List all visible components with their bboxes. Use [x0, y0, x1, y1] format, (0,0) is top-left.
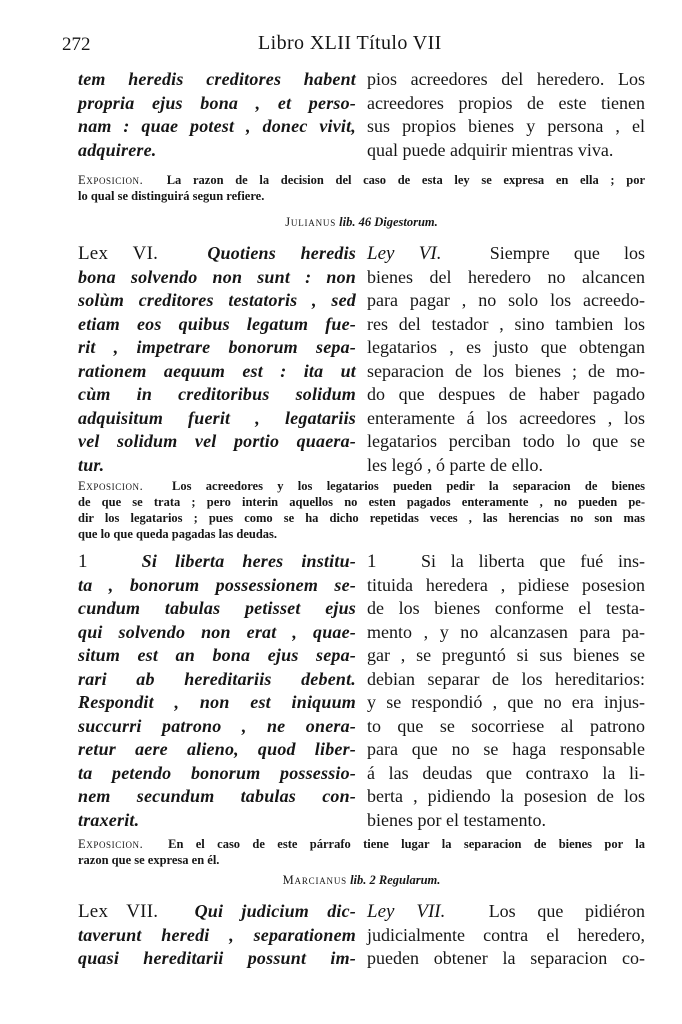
spanish-line: berta , pidiendo la posesion de los	[367, 786, 645, 806]
ley-heading: Ley VII.	[367, 901, 446, 922]
spanish-line: pueden obtener la separacion co-	[367, 948, 645, 968]
spanish-line: mento , y no alcanzasen para pa-	[367, 621, 645, 642]
spanish-line: acreedores propios de este tienen	[367, 92, 645, 113]
latin-column	[78, 68, 356, 162]
exposicion-label: Exposicion.	[78, 173, 144, 187]
spanish-line: para que no se haga responsable	[367, 739, 645, 759]
latin-line: situm est an bona ejus sepa-	[78, 645, 356, 665]
ley-heading: Ley VI.	[367, 243, 442, 264]
latin-line: rit , impetrare bonorum sepa-	[78, 337, 356, 357]
spanish-line: legatarios perciban todo lo que se	[367, 431, 645, 451]
paragraph-number: 1	[367, 551, 377, 572]
spanish-line: bienes por el testamento.	[367, 809, 546, 830]
source-author: Marcianus	[282, 873, 347, 887]
spanish-line: enteramente á los acreedores , los	[367, 407, 645, 428]
source-citation	[78, 873, 645, 888]
spanish-line: gar , se preguntó si sus bienes se	[367, 645, 645, 665]
latin-line: propria ejus bona , et perso-	[78, 92, 356, 113]
latin-line: ta petendo bonorum possessio-	[78, 762, 356, 783]
spanish-line: do que despues de haber pagado	[367, 384, 645, 404]
latin-line: tem heredis creditores habent	[78, 69, 356, 89]
spanish-line: debian separar de los hereditarios:	[367, 668, 645, 689]
spanish-line: bienes del heredero no alcancen	[367, 266, 645, 287]
latin-line: traxerit.	[78, 809, 140, 830]
spanish-line: pios acreedores del heredero. Los	[367, 69, 645, 89]
spanish-line: tituida heredera , pidiese posesion	[367, 574, 645, 595]
latin-line: adquisitum fuerit , legatariis	[78, 407, 356, 428]
paragraph-number: 1	[78, 551, 88, 572]
latin-line: vel solidum vel portio quaera-	[78, 431, 356, 451]
spanish-line: legatarios , es justo que obtengan	[367, 337, 645, 357]
spanish-line: sus propios bienes y persona , el	[367, 116, 645, 136]
spanish-line: y se respondió , que no era injus-	[367, 692, 645, 712]
continuation-block	[78, 68, 645, 162]
latin-line: rationem aequum est : ita ut	[78, 360, 356, 381]
spanish-line: judicialmente contra el heredero,	[367, 924, 645, 945]
source-author: Julianus	[285, 215, 336, 229]
spanish-column	[367, 242, 645, 477]
latin-line: succurri patrono , ne onera-	[78, 715, 356, 736]
paragraph-1-block	[78, 550, 645, 832]
lex-vii-block	[78, 900, 645, 971]
exposicion-label: Exposicion.	[78, 479, 144, 493]
running-title: Libro XLII Título VII	[258, 32, 442, 54]
exposicion-text: razon que se expresa en él.	[78, 853, 220, 867]
exposicion-text: lo qual se distinguirá segun refiere.	[78, 189, 265, 203]
spanish-line: qual puede adquirir mientras viva.	[367, 139, 614, 160]
spanish-line: de los bienes conforme el testa-	[367, 598, 645, 618]
spanish-column	[367, 550, 645, 832]
latin-line: retur aere alieno, quod liber-	[78, 739, 356, 759]
spanish-line: Siempre que los	[489, 243, 646, 263]
latin-line: tur.	[78, 454, 105, 475]
page-number: 272	[62, 34, 91, 55]
latin-line: rari ab hereditariis debent.	[78, 668, 356, 689]
running-header	[62, 34, 650, 62]
exposicion-text: que lo que queda pagadas las deudas.	[78, 527, 278, 541]
lex-vi-block	[78, 242, 645, 477]
exposicion-text: dir los legatarios ; pues como se ha dicho repetidas veces , las herencias no son mas	[78, 511, 645, 525]
lex-heading: Lex VII.	[78, 901, 159, 922]
spanish-line: á las deudas que contraxo la li-	[367, 762, 645, 783]
lex-heading: Lex VI.	[78, 243, 159, 264]
exposicion-label: Exposicion.	[78, 837, 144, 851]
spanish-column	[367, 900, 645, 971]
spanish-column	[367, 68, 645, 162]
source-work: lib. 2 Regularum.	[350, 873, 441, 887]
spanish-line: res del testador , sino tambien los	[367, 313, 645, 334]
spanish-line: to que se socorriese al patrono	[367, 715, 645, 736]
latin-line: adquirere.	[78, 139, 157, 160]
latin-line: nam : quae potest , donec vivit,	[78, 116, 356, 136]
latin-line: Quotiens heredis	[207, 243, 356, 263]
spanish-line: para pagar , no solo los acreedo-	[367, 290, 645, 310]
latin-line: ta , bonorum possessionem se-	[78, 574, 356, 595]
latin-line: qui solvendo non erat , quae-	[78, 621, 356, 642]
exposicion-text: de que se trata ; pero interin aquellos no esten pagados enteramente , no pueden pe-	[78, 495, 645, 509]
latin-column	[78, 242, 356, 477]
latin-column	[78, 900, 356, 971]
exposicion-text: En el caso de este párrafo tiene lugar la separacion de bienes por la	[168, 837, 646, 851]
exposicion-note	[78, 836, 645, 868]
source-citation	[78, 215, 645, 230]
latin-line: nem secundum tabulas con-	[78, 786, 356, 806]
spanish-line: les legó , ó parte de ello.	[367, 454, 543, 475]
exposicion-note	[78, 172, 645, 204]
latin-line: Respondit , non est iniquum	[78, 692, 356, 712]
latin-line: cundum tabulas petisset ejus	[78, 598, 356, 618]
latin-line: Si liberta heres institu-	[141, 551, 356, 571]
exposicion-note	[78, 478, 645, 542]
exposicion-text: La razon de la decision del caso de esta ley se expresa en ella ; por	[166, 173, 645, 187]
spanish-line: Los que pidiéron	[488, 901, 645, 921]
spanish-line: separacion de los bienes ; de mo-	[367, 360, 645, 381]
spanish-line: Si la liberta que fué ins-	[420, 551, 646, 571]
latin-line: cùm in creditoribus solidum	[78, 384, 356, 404]
source-work: lib. 46 Digestorum.	[339, 215, 438, 229]
exposicion-text: Los acreedores y los legatarios pueden pedir la separacion de bienes	[172, 479, 646, 493]
latin-line: bona solvendo non sunt : non	[78, 266, 356, 287]
latin-column	[78, 550, 356, 832]
latin-line: quasi hereditarii possunt im-	[78, 948, 356, 968]
latin-line: Qui judicium dic-	[194, 901, 356, 921]
latin-line: taverunt heredi , separationem	[78, 924, 356, 945]
latin-line: etiam eos quibus legatum fue-	[78, 313, 356, 334]
latin-line: solùm creditores testatoris , sed	[78, 290, 356, 310]
